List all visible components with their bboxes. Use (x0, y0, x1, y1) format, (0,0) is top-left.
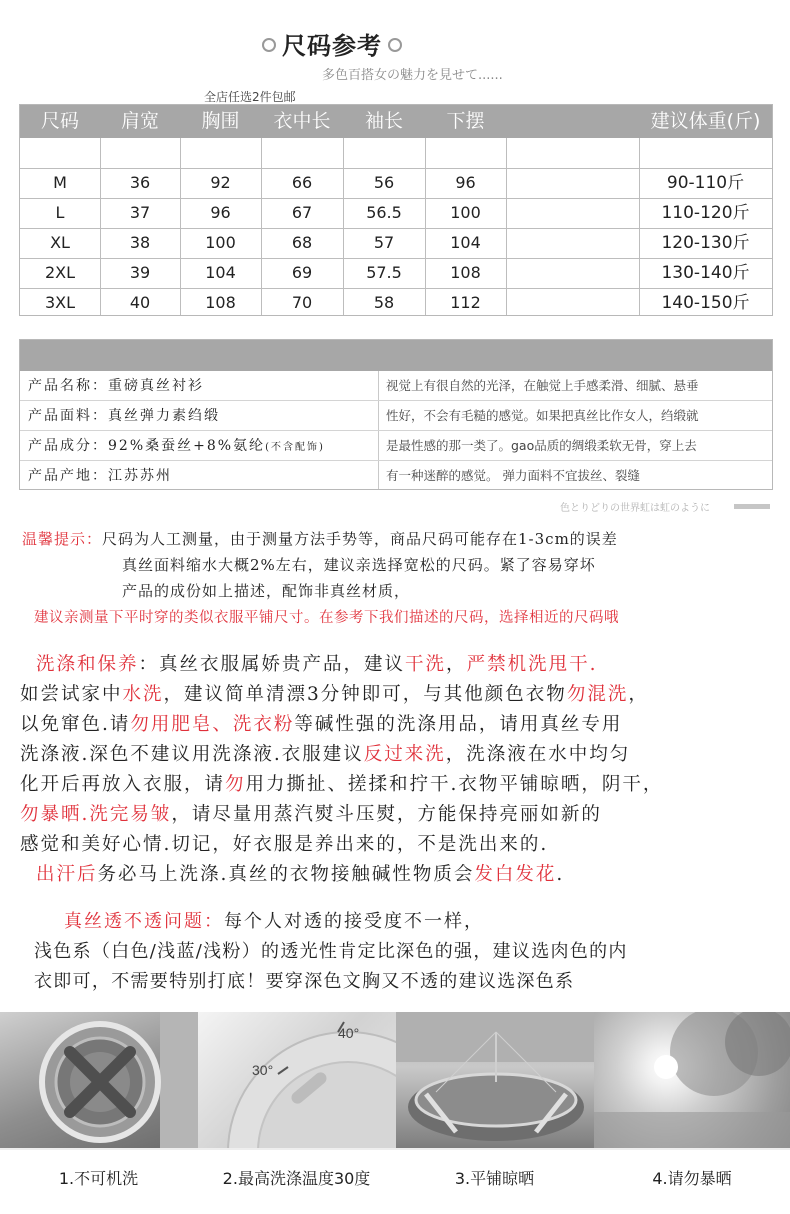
product-info-table (19, 339, 773, 490)
header-cell: 衣中长 (273, 110, 331, 132)
size-table-header (20, 105, 772, 138)
composition-note: (不含配饰) (265, 442, 325, 453)
dial-40-label: 40° (338, 1025, 360, 1041)
table-cell: 140-150斤 (661, 293, 750, 313)
table-cell: 57 (373, 233, 395, 252)
table-cell: 38 (129, 233, 151, 252)
table-cell: 58 (373, 293, 395, 312)
transparency-line-1: 真丝透不透问题：每个人对透的接受度不一样， (64, 911, 484, 932)
wash-line-2: 如尝试家中水洗，建议简单清漂3分钟即可，与其他颜色衣物勿混洗， (20, 684, 649, 705)
product-desc-line: 是最性感的那一类了。gao品质的绸缎柔软无骨，穿上去 (386, 438, 697, 453)
tip-line-3: 产品的成份如上描述，配饰非真丝材质， (122, 582, 411, 600)
table-cell: 110-120斤 (661, 203, 750, 223)
table-cell: 130-140斤 (661, 263, 750, 283)
care-label: 1.不可机洗 (0, 1150, 197, 1210)
wash-line-8: 出汗后务必马上洗涤.真丝的衣物接触碱性物质会发白发花. (36, 864, 565, 885)
table-cell: 100 (450, 203, 481, 222)
header-cell: 尺码 (40, 110, 79, 132)
flat-dry-image (396, 1012, 594, 1148)
transparency-heading: 真丝透不透问题： (64, 911, 224, 932)
product-origin: 产品产地：江苏苏州 (28, 468, 172, 484)
table-cell: 3XL (44, 293, 76, 312)
subtitle: 多色百搭女の魅力を見せて...... (322, 68, 503, 83)
product-name: 产品名称：重磅真丝衬衫 (28, 378, 204, 394)
wash-line-5: 化开后再放入衣服，请勿用力撕扯、搓揉和拧干.衣物平铺晾晒，阴干， (20, 774, 664, 795)
header-cell: 袖长 (364, 110, 403, 132)
table-cell: 120-130斤 (661, 233, 750, 253)
table-cell: 67 (291, 203, 313, 222)
decorative-bar (734, 504, 770, 509)
tip-line-2: 真丝面料缩水大概2%左右，建议亲选择宽松的尺码。紧了容易穿坏 (122, 556, 596, 574)
promo-text: 全店任选2件包邮 (204, 90, 296, 104)
table-cell: 37 (129, 203, 151, 222)
dial-30-label: 30° (252, 1062, 274, 1078)
no-sun-exposure-image (594, 1012, 790, 1148)
tip-line-1: 温馨提示：尺码为人工测量，由于测量方法手势等，商品尺码可能存在1-3cm的误差 (22, 530, 618, 548)
table-cell: 40 (129, 293, 151, 312)
temperature-dial-icon (198, 1012, 396, 1148)
watermark-text: 色とりどりの世界虹は虹のように (560, 503, 710, 514)
header-cell: 下摆 (446, 110, 485, 132)
care-label: 4.请勿暴晒 (594, 1150, 790, 1210)
header-cell (506, 105, 639, 138)
table-row (20, 401, 772, 431)
table-cell: 56 (373, 173, 395, 192)
wash-line-4: 洗涤液.深色不建议用洗涤液.衣服建议反过来洗，洗涤液在水中均匀 (20, 744, 631, 765)
table-cell: 66 (291, 173, 313, 192)
transparency-line-3: 衣即可，不需要特别打底！要穿深色文胸又不透的建议选深色系 (34, 971, 575, 992)
header-cell: 胸围 (201, 110, 240, 132)
tip-line-4: 建议亲测量下平时穿的类似衣服平铺尺寸。在参考下我们描述的尺码，选择相近的尺码哦 (34, 610, 619, 626)
table-cell: XL (50, 233, 70, 252)
table-row (20, 288, 772, 318)
table-cell: 108 (205, 293, 236, 312)
wash-line-3: 以免窜色.请勿用肥皂、洗衣粉等碱性强的洗涤用品，请用真丝专用 (20, 714, 623, 735)
table-cell: 104 (205, 263, 236, 282)
table-cell: 112 (450, 293, 481, 312)
product-table-header-bar (20, 340, 772, 371)
table-cell: 68 (291, 233, 313, 252)
care-label: 3.平铺晾晒 (396, 1150, 593, 1210)
product-desc-line: 性好，不会有毛糙的感觉。如果把真丝比作女人，绉缎就 (386, 408, 699, 423)
table-cell: L (55, 203, 65, 222)
table-cell: 92 (210, 173, 231, 192)
table-cell: 69 (291, 263, 313, 282)
page-title: 尺码参考 (256, 26, 408, 61)
table-cell: 90-110斤 (666, 173, 745, 193)
table-cell: M (53, 173, 67, 192)
care-label: 2.最高洗涤温度30度 (198, 1150, 395, 1210)
table-cell: 104 (450, 233, 481, 252)
wash-line-6: 勿暴晒.洗完易皱，请尽量用蒸汽熨斗压熨，方能保持亮丽如新的 (20, 804, 602, 825)
table-row (20, 138, 772, 168)
tip-prefix: 温馨提示： (22, 530, 103, 548)
table-cell: 70 (291, 293, 313, 312)
table-row (20, 431, 772, 461)
table-cell: 100 (205, 233, 236, 252)
table-cell: 108 (450, 263, 481, 282)
table-row (20, 371, 772, 401)
table-cell: 96 (455, 173, 476, 192)
table-row (20, 228, 772, 258)
circle-ornament-icon (388, 38, 402, 52)
wash-line-7: 感觉和美好心情.切记，好衣服是养出来的，不是洗出来的. (20, 834, 549, 855)
table-cell: 2XL (44, 263, 76, 282)
header-cell: 建议体重(斤) (650, 110, 761, 132)
wash-line-1: 洗涤和保养：真丝衣服属娇贵产品，建议干洗，严禁机洗甩干. (36, 654, 598, 675)
circle-ornament-icon (262, 38, 276, 52)
table-row (20, 461, 772, 491)
sun-icon (594, 1012, 790, 1148)
transparency-line-2: 浅色系（白色/浅蓝/浅粉）的透光性肯定比深色的强，建议选肉色的内 (34, 941, 628, 962)
table-cell: 39 (129, 263, 151, 282)
size-table (19, 104, 773, 316)
no-machine-wash-image (0, 1012, 198, 1148)
table-cell: 57.5 (366, 263, 402, 282)
drying-rack-icon (396, 1012, 594, 1148)
table-cell: 96 (210, 203, 231, 222)
table-row (20, 258, 772, 288)
product-desc-line: 视觉上有很自然的光泽，在触觉上手感柔滑、细腻、悬垂 (386, 378, 699, 393)
product-desc-line: 有一种迷醉的感觉。 弹力面料不宜拔丝、裂缝 (386, 468, 640, 483)
table-cell: 36 (129, 173, 151, 192)
header-cell: 肩宽 (120, 110, 159, 132)
table-cell: 56.5 (366, 203, 402, 222)
temperature-dial-image (198, 1012, 396, 1148)
washing-machine-drum-icon (0, 1012, 198, 1148)
table-row (20, 168, 772, 198)
product-composition: 产品成分：92%桑蚕丝+8%氨纶(不含配饰) (28, 438, 325, 454)
table-row (20, 198, 772, 228)
product-fabric: 产品面料：真丝弹力素绉缎 (28, 408, 220, 424)
